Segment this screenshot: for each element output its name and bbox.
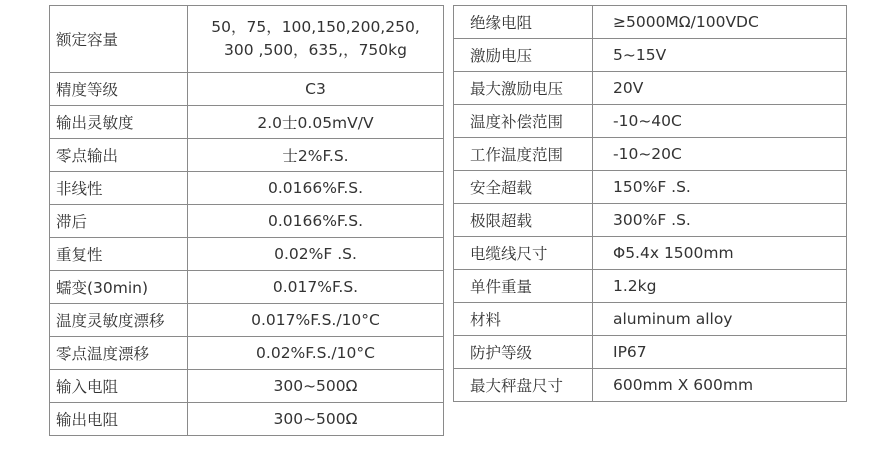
spec-table-right — [453, 5, 847, 402]
spec-label: 材料 — [454, 303, 593, 336]
spec-value-line: 50，75，100,150,200,250, — [211, 18, 420, 36]
table-row — [454, 105, 847, 138]
spec-value: 0.0166%F.S. — [188, 205, 444, 238]
spec-value: 0.0166%F.S. — [188, 172, 444, 205]
spec-value: IP67 — [593, 336, 847, 369]
spec-value: 300~500Ω — [188, 403, 444, 436]
spec-value: 5~15V — [593, 39, 847, 72]
spec-label: 输出灵敏度 — [50, 106, 188, 139]
table-row — [50, 73, 444, 106]
spec-value: 600mm X 600mm — [593, 369, 847, 402]
spec-value: 0.02%F .S. — [188, 238, 444, 271]
table-row — [50, 6, 444, 73]
spec-value: Φ5.4x 1500mm — [593, 237, 847, 270]
table-row — [50, 205, 444, 238]
table-row — [454, 303, 847, 336]
spec-value: aluminum alloy — [593, 303, 847, 336]
spec-value: 20V — [593, 72, 847, 105]
spec-label: 绝缘电阻 — [454, 6, 593, 39]
spec-label: 精度等级 — [50, 73, 188, 106]
spec-label: 激励电压 — [454, 39, 593, 72]
spec-label: 非线性 — [50, 172, 188, 205]
spec-label: 重复性 — [50, 238, 188, 271]
spec-label: 安全超载 — [454, 171, 593, 204]
spec-label: 最大激励电压 — [454, 72, 593, 105]
table-row — [454, 369, 847, 402]
table-row — [50, 271, 444, 304]
spec-label: 输出电阻 — [50, 403, 188, 436]
spec-value: -10~40C — [593, 105, 847, 138]
table-row — [454, 237, 847, 270]
table-row — [50, 337, 444, 370]
spec-label: 防护等级 — [454, 336, 593, 369]
table-row — [454, 270, 847, 303]
spec-value — [188, 6, 444, 73]
table-row — [454, 204, 847, 237]
spec-value: 0.017%F.S./10°C — [188, 304, 444, 337]
spec-label: 温度补偿范围 — [454, 105, 593, 138]
spec-value: C3 — [188, 73, 444, 106]
spec-value: 0.017%F.S. — [188, 271, 444, 304]
spec-label: 零点温度漂移 — [50, 337, 188, 370]
spec-label: 滞后 — [50, 205, 188, 238]
table-row — [454, 6, 847, 39]
spec-value: 300%F .S. — [593, 204, 847, 237]
spec-value: 300~500Ω — [188, 370, 444, 403]
spec-label: 工作温度范围 — [454, 138, 593, 171]
spec-value: 0.02%F.S./10°C — [188, 337, 444, 370]
spec-value-line: 300 ,500，635,，750kg — [224, 41, 407, 59]
table-row — [50, 370, 444, 403]
spec-label: 输入电阻 — [50, 370, 188, 403]
table-row — [50, 238, 444, 271]
spec-value: -10~20C — [593, 138, 847, 171]
table-row — [454, 171, 847, 204]
table-row — [50, 172, 444, 205]
table-row — [50, 403, 444, 436]
spec-table-left — [49, 5, 444, 436]
table-row — [454, 39, 847, 72]
table-row — [454, 138, 847, 171]
table-row — [454, 336, 847, 369]
spec-label: 温度灵敏度漂移 — [50, 304, 188, 337]
table-row — [454, 72, 847, 105]
spec-label: 最大秤盘尺寸 — [454, 369, 593, 402]
spec-label: 零点输出 — [50, 139, 188, 172]
spec-label: 电缆线尺寸 — [454, 237, 593, 270]
spec-value: 2.0士0.05mV/V — [188, 106, 444, 139]
spec-value: ≥5000MΩ/100VDC — [593, 6, 847, 39]
table-row — [50, 139, 444, 172]
spec-label: 极限超载 — [454, 204, 593, 237]
spec-value: 150%F .S. — [593, 171, 847, 204]
spec-value: 1.2kg — [593, 270, 847, 303]
spec-label: 单件重量 — [454, 270, 593, 303]
spec-label: 蠕变(30min) — [50, 271, 188, 304]
spec-value: 士2%F.S. — [188, 139, 444, 172]
spec-label: 额定容量 — [50, 6, 188, 73]
table-row — [50, 304, 444, 337]
table-row — [50, 106, 444, 139]
